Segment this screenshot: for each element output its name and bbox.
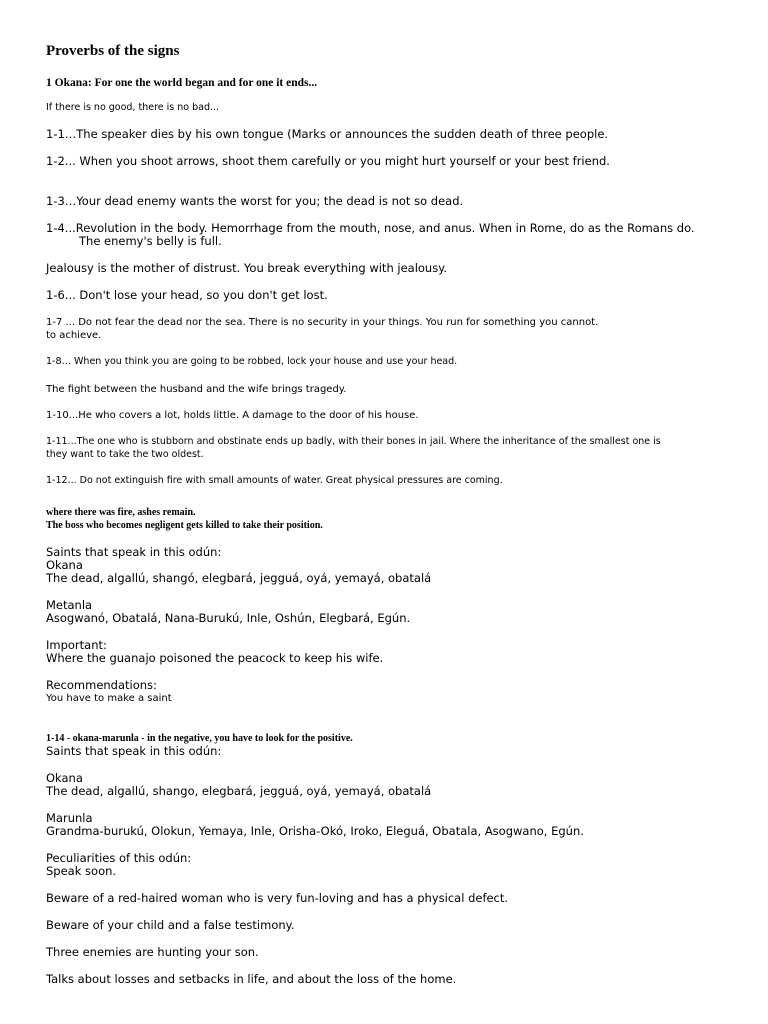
- recommendations-label: Recommendations:: [46, 678, 157, 692]
- section-14-line-3: Three enemies are hunting your son.: [46, 945, 259, 959]
- section-14-marunla-saints: Grandma-burukú, Olokun, Yemaya, Inle, Orisha-Okó, Iroko, Eleguá, Obatala, Asogwano, Egún.: [46, 824, 584, 838]
- proverb-1-8: 1-8… When you think you are going to be robbed, lock your house and use your head.: [46, 356, 458, 367]
- document-title: Proverbs of the signs: [46, 43, 180, 59]
- peculiarities-label: Peculiarities of this odún:: [46, 851, 192, 865]
- important-label: Important:: [46, 638, 107, 652]
- peculiarities-text: Speak soon.: [46, 864, 117, 878]
- proverb-1-12: 1-12... Do not extinguish fire with small amounts of water. Great physical pressures are coming.: [46, 475, 503, 486]
- proverb-1-7: 1-7 ... Do not fear the dead nor the sea. There is no security in your things. You run for something you cannot.: [46, 317, 599, 328]
- proverb-1-7-continuation: to achieve.: [46, 330, 102, 341]
- proverb-1-11-continuation: they want to take the two oldest.: [46, 449, 204, 460]
- proverb-1-6: 1-6... Don't lose your head, so you don't get lost.: [46, 288, 328, 302]
- section-14-line-2: Beware of your child and a false testimony.: [46, 918, 295, 932]
- proverb-1-4: 1-4...Revolution in the body. Hemorrhage from the mouth, nose, and anus. When in Rome, do as the Romans do.: [46, 221, 695, 235]
- metanla-label: Metanla: [46, 598, 93, 612]
- proverb-jealousy: Jealousy is the mother of distrust. You break everything with jealousy.: [46, 261, 448, 275]
- section-14-line-4: Talks about losses and setbacks in life, and about the loss of the home.: [46, 972, 457, 986]
- recommendations-text: You have to make a saint: [46, 693, 172, 704]
- okana-saints: The dead, algallú, shangó, elegbará, jegguá, oyá, yemayá, obatalá: [46, 571, 432, 585]
- proverb-1-1: 1-1…The speaker dies by his own tongue (Marks or announces the sudden death of three people.: [46, 127, 609, 141]
- metanla-saints: Asogwanó, Obatalá, Nana-Burukú, Inle, Oshún, Elegbará, Egún.: [46, 611, 411, 625]
- proverb-1-4-continuation: The enemy's belly is full.: [79, 234, 222, 248]
- section-14-line-1: Beware of a red-haired woman who is very fun-loving and has a physical defect.: [46, 891, 509, 905]
- sign-heading: 1 Okana: For one the world began and for one it ends...: [46, 77, 318, 89]
- proverb-1-11: 1-11...The one who is stubborn and obstinate ends up badly, with their bones in jail. Where the inheritance of the smallest one is: [46, 436, 661, 447]
- boss-line: The boss who becomes negligent gets killed to take their position.: [46, 520, 323, 531]
- proverb-1-3: 1-3…Your dead enemy wants the worst for you; the dead is not so dead.: [46, 194, 464, 208]
- important-text: Where the guanajo poisoned the peacock to keep his wife.: [46, 651, 384, 665]
- saints-label: Saints that speak in this odún:: [46, 545, 222, 559]
- intro-line: If there is no good, there is no bad...: [46, 102, 220, 113]
- section-14-okana-saints: The dead, algallú, shango, elegbará, jegguá, oyá, yemayá, obatalá: [46, 784, 432, 798]
- section-14-okana-label: Okana: [46, 771, 83, 785]
- fire-line: where there was fire, ashes remain.: [46, 507, 196, 518]
- section-14-marunla-label: Marunla: [46, 811, 93, 825]
- proverb-husband-wife: The fight between the husband and the wife brings tragedy.: [46, 384, 347, 395]
- okana-label: Okana: [46, 558, 83, 572]
- section-14-heading: 1-14 - okana-marunla - in the negative, you have to look for the positive.: [46, 733, 353, 744]
- section-14-saints-label: Saints that speak in this odún:: [46, 744, 222, 758]
- proverb-1-10: 1-10...He who covers a lot, holds little. A damage to the door of his house.: [46, 410, 419, 421]
- proverb-1-2: 1-2... When you shoot arrows, shoot them carefully or you might hurt yourself or your best friend.: [46, 154, 610, 168]
